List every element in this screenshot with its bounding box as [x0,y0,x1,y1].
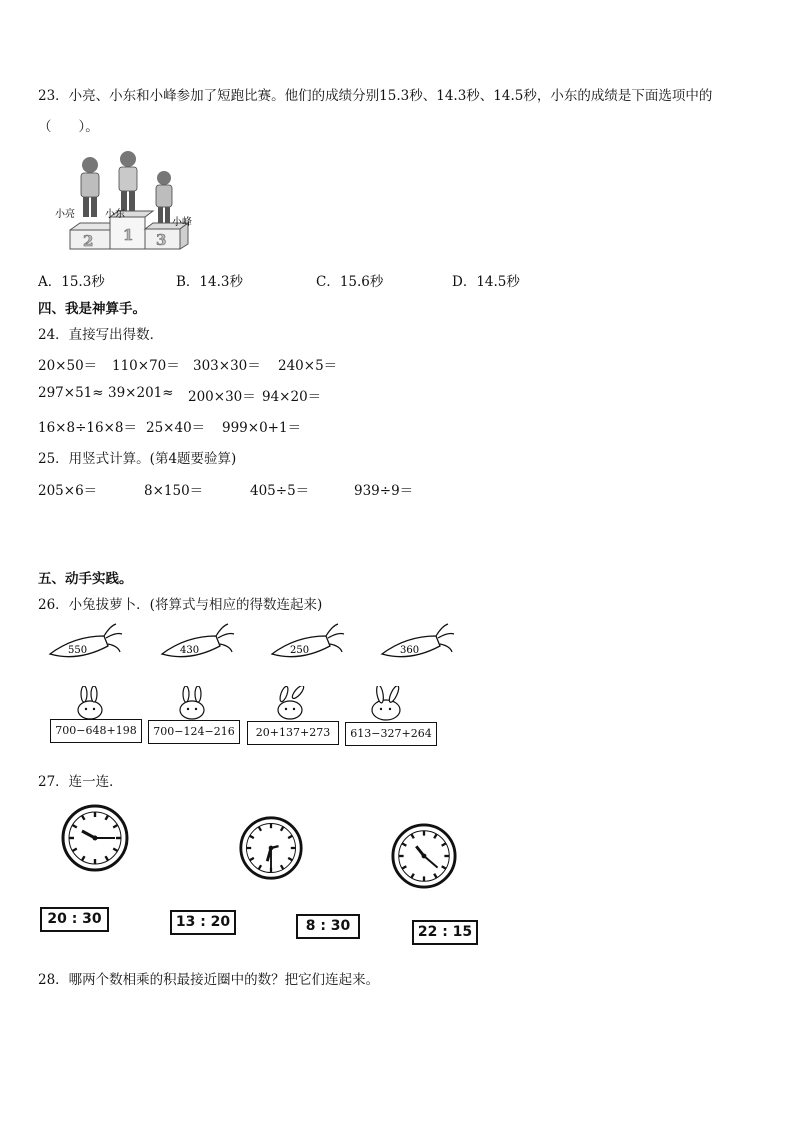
q24-r1-c4: 240×5＝ [278,358,338,374]
rabbit-icon [78,686,102,719]
podium-rank-2: 2 [83,232,94,250]
label-xiaofeng: 小峰 [172,217,192,228]
q26-text: 26．小兔拔萝卜．(将算式与相应的得数连起来) [38,597,323,613]
q24-r3-c3: 999×0+1＝ [222,420,302,436]
q23-option-d[interactable]: D．14.5秒 [452,274,520,290]
carrot-1-value: 550 [68,645,88,656]
q23-text: 23．小亮、小东和小峰参加了短跑比赛。他们的成绩分别15.3秒、14.3秒、14.5秒，小东的成绩是下面选项中的 [38,88,713,104]
section5-title: 五、动手实践。 [38,571,133,587]
q25-item-1: 205×6＝ [38,483,98,499]
carrot-row [44,622,504,672]
expr-box-2[interactable]: 700−124−216 [148,720,240,744]
q25-item-2: 8×150＝ [144,483,204,499]
q28-text: 28．哪两个数相乘的积最接近圈中的数？把它们连起来。 [38,972,380,988]
section4-title: 四、我是神算手。 [38,301,146,317]
q24-r1-c2: 110×70＝ [112,358,180,374]
clock-3[interactable] [390,822,458,890]
time-box-1[interactable]: 20 : 30 [40,907,109,932]
q25-text: 25．用竖式计算。(第4题要验算) [38,451,237,467]
clock-1[interactable] [60,803,130,873]
expr-box-3[interactable]: 20+137+273 [247,721,339,745]
q24-r2-c4: 94×20＝ [262,389,322,405]
q24-text: 24．直接写出得数． [38,327,164,343]
child-xiaoliang [81,157,99,217]
q23-option-b[interactable]: B．14.3秒 [176,274,243,290]
carrot-1[interactable] [50,624,122,657]
podium-rank-3: 3 [156,231,167,249]
carrot-4-value: 360 [400,645,420,656]
rabbit-icon [372,686,401,720]
q24-r2-c2: 39×201≈ [108,385,174,401]
podium-illustration [50,145,210,255]
label-xiaoliang: 小亮 [55,209,75,220]
carrot-2-value: 430 [180,645,200,656]
q24-r2-c3: 200×30＝ [188,389,256,405]
expr-box-4[interactable]: 613−327+264 [345,722,437,746]
q24-r3-c1: 16×8÷16×8＝ [38,420,137,436]
time-box-2[interactable]: 13 : 20 [170,910,236,935]
carrot-3-value: 250 [290,645,310,656]
expr-box-1[interactable]: 700−648+198 [50,719,142,743]
q24-r2-c1: 297×51≈ [38,385,104,401]
clock-2[interactable] [238,815,304,881]
carrot-2[interactable] [162,624,234,657]
rabbit-icon [180,686,204,719]
carrot-4[interactable] [382,624,454,657]
podium-rank-1: 1 [123,226,134,244]
q25-item-4: 939÷9＝ [354,483,414,499]
q27-text: 27．连一连． [38,774,123,790]
q24-r3-c2: 25×40＝ [146,420,206,436]
label-xiaodong: 小东 [105,209,125,220]
q25-item-3: 405÷5＝ [250,483,310,499]
time-box-3[interactable]: 8 : 30 [296,914,360,939]
child-xiaofeng [156,171,172,223]
q23-blank: （ ）。 [38,119,99,135]
q24-r1-c3: 303×30＝ [193,358,261,374]
q24-r1-c1: 20×50＝ [38,358,98,374]
rabbit-row [50,686,450,722]
rabbit-icon [278,686,305,719]
child-xiaodong [119,151,137,211]
q23-option-c[interactable]: C．15.6秒 [316,274,384,290]
time-box-4[interactable]: 22 : 15 [412,920,478,945]
carrot-3[interactable] [272,624,344,657]
q23-option-a[interactable]: A．15.3秒 [38,274,105,290]
